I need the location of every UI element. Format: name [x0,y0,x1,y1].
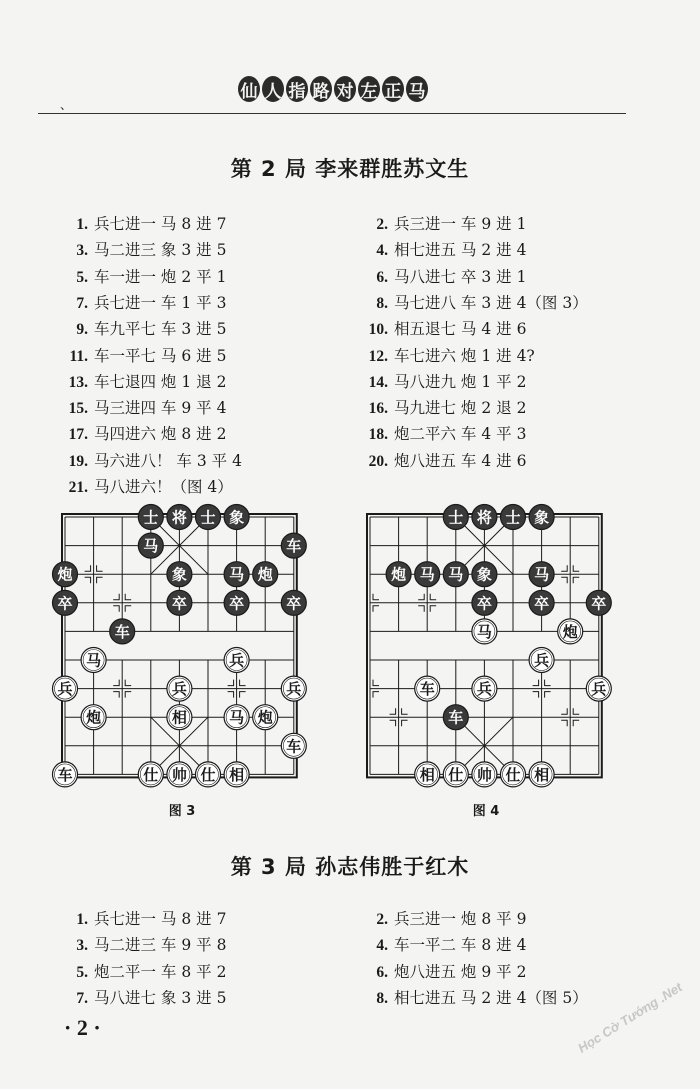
move-number: 7. [76,989,88,1007]
black-piece [586,590,611,615]
board-diagram-4 [353,500,615,792]
piece-label: 相 [419,765,435,784]
piece-label: 兵 [534,651,550,670]
move-number: 5. [76,963,88,981]
move-entry [62,291,226,313]
header-char: 马 [406,76,428,102]
black-piece [472,562,497,587]
move-number: 7. [76,294,88,312]
black-piece [196,505,221,530]
piece-label: 马 [448,565,464,584]
game-title-2: 第 2 局 李来群胜苏文生 [230,157,470,181]
black-piece [224,505,249,530]
move-entry [362,933,526,955]
watermark: Học Cờ Tướng .Net [575,979,685,1056]
black-piece [529,562,554,587]
piece-label: 车 [448,708,464,727]
black-piece [281,533,306,558]
move-entry [62,238,226,260]
red-piece [53,676,78,701]
move-number: 20. [368,452,388,470]
black-piece [224,562,249,587]
move-number: 3. [76,242,88,260]
move-number: 8. [376,294,388,312]
black-piece [167,590,192,615]
red-piece [443,762,468,787]
red-piece [81,648,106,673]
move-number: 6. [376,963,388,981]
move-number: 12. [368,347,388,365]
black-piece [472,590,497,615]
red-piece [224,762,249,787]
move-text: 兵三进一 车 9 进 1 [394,215,527,233]
move-number: 14. [368,373,388,391]
piece-label: 兵 [286,680,302,699]
piece-label: 卒 [476,594,492,613]
piece-label: 卒 [286,594,302,613]
move-number: 2. [376,911,388,928]
black-piece [138,505,163,530]
move-entry [62,344,226,366]
move-entry [362,986,588,1008]
move-entry [62,986,226,1008]
move-text: 相五退七 马 4 进 6 [394,320,527,339]
header-char: 左 [358,76,380,102]
move-number: 11. [69,347,88,365]
red-piece [281,733,306,758]
red-piece [281,676,306,701]
piece-label: 马 [419,565,435,584]
move-number: 9. [76,321,88,339]
piece-label: 炮 [86,708,102,727]
move-entry [62,475,233,497]
piece-label: 马 [476,622,492,641]
black-piece [167,505,192,530]
move-number: 19. [68,452,88,470]
move-number: 18. [368,426,388,444]
piece-label: 炮 [391,565,407,584]
move-text: 马三进四 车 9 平 4 [94,399,227,418]
move-text: 马八进九 炮 1 平 2 [394,372,527,391]
black-piece [110,619,135,644]
black-piece [443,505,468,530]
piece-label: 士 [200,508,216,527]
move-text: 马二进三 车 9 平 8 [94,936,227,955]
move-entry [362,907,526,929]
move-entry [62,422,226,444]
caption-figure-4: 图 4 [472,804,500,819]
move-text: 车九平七 车 3 进 5 [94,320,227,339]
move-number: 4. [376,937,388,955]
red-piece [501,762,526,787]
piece-label: 炮 [257,565,273,584]
black-piece [138,533,163,558]
piece-label: 象 [229,508,245,527]
piece-label: 帅 [171,765,187,784]
red-piece [167,676,192,701]
piece-label: 卒 [591,594,607,613]
piece-label: 象 [476,565,492,584]
move-entry [62,317,226,339]
move-entry [362,212,526,234]
black-piece [224,590,249,615]
piece-label: 车 [286,537,302,556]
piece-label: 马 [86,651,102,670]
red-piece [529,762,554,787]
piece-label: 马 [229,565,245,584]
move-text: 炮二平一 车 8 平 2 [94,962,227,981]
move-number: 5. [76,268,88,286]
red-piece [529,648,554,673]
move-text: 兵七进一 车 1 平 3 [94,293,227,312]
move-entry [362,317,526,339]
piece-label: 车 [114,622,130,641]
move-entry [62,933,226,955]
header-char: 仙 [238,76,260,102]
black-piece [443,562,468,587]
caption-figure-3: 图 3 [168,804,196,819]
move-text: 马二进三 象 3 进 5 [94,241,227,260]
red-piece [53,762,78,787]
black-piece [501,505,526,530]
piece-label: 卒 [534,594,550,613]
move-number: 16. [368,400,388,418]
move-text: 兵三进一 炮 8 平 9 [394,910,527,928]
red-piece [415,676,440,701]
black-piece [53,590,78,615]
red-piece [558,619,583,644]
move-text: 车七退四 炮 1 退 2 [94,372,227,391]
black-piece [167,562,192,587]
move-number: 21. [68,479,88,496]
move-text: 马八进七 卒 3 进 1 [394,267,527,286]
red-piece [224,648,249,673]
page-number: · 2 · [64,1015,101,1040]
piece-label: 相 [229,765,245,784]
move-number: 8. [376,989,388,1007]
move-number: 10. [368,321,388,339]
move-entry [62,265,226,287]
game-title-3: 第 3 局 孙志伟胜于红木 [230,855,470,879]
header-char: 对 [334,76,356,102]
piece-label: 兵 [229,651,245,670]
move-text: 车七进六 炮 1 进 4? [394,346,535,365]
piece-label: 象 [534,508,550,527]
piece-label: 车 [286,737,302,756]
move-number: 3. [76,937,88,955]
piece-label: 帅 [476,765,492,784]
black-piece [415,562,440,587]
move-entry [62,370,226,392]
piece-label: 兵 [591,680,607,699]
header-char: 正 [382,76,404,102]
move-entry [362,449,526,471]
move-number: 2. [376,216,388,233]
piece-label: 炮 [257,708,273,727]
move-text: 相七进五 马 2 进 4 [394,241,527,260]
red-piece [586,676,611,701]
piece-label: 车 [419,680,435,699]
move-entry [362,422,526,444]
piece-label: 兵 [57,680,73,699]
move-text: 马四进六 炮 8 进 2 [94,425,227,444]
move-text: 马九进七 炮 2 退 2 [394,399,527,418]
piece-label: 仕 [448,765,464,784]
piece-label: 士 [448,508,464,527]
move-number: 13. [68,373,88,391]
board-diagram-3 [48,500,310,792]
move-text: 炮八进五 车 4 进 6 [394,451,527,470]
piece-label: 将 [171,508,187,527]
move-number: 1. [76,911,88,928]
move-entry [362,238,526,260]
piece-label: 相 [171,708,187,727]
black-piece [472,505,497,530]
move-entry [362,291,588,313]
piece-label: 相 [534,765,550,784]
move-number: 6. [376,268,388,286]
move-text: 相七进五 马 2 进 4（图 5） [394,988,588,1007]
red-piece [167,762,192,787]
black-piece [529,505,554,530]
move-text: 车一平七 马 6 进 5 [94,346,227,365]
black-piece [281,590,306,615]
running-header [238,76,428,106]
piece-label: 将 [476,508,492,527]
move-entry [362,370,526,392]
move-number: 4. [376,242,388,260]
piece-label: 卒 [57,594,73,613]
move-text: 兵七进一 马 8 进 7 [94,215,227,233]
move-number: 15. [68,400,88,418]
move-text: 马六进八！ 车 3 平 4 [94,451,242,470]
piece-label: 马 [143,537,159,556]
black-piece [253,562,278,587]
red-piece [253,705,278,730]
red-piece [81,705,106,730]
move-text: 车一平二 车 8 进 4 [394,936,527,955]
piece-label: 仕 [505,765,521,784]
red-piece [472,762,497,787]
move-list-game-3 [62,907,642,1007]
header-char: 路 [310,76,332,102]
red-piece [415,762,440,787]
move-text: 马八进六！（图 4） [94,478,233,496]
piece-label: 兵 [171,680,187,699]
piece-label: 士 [143,508,159,527]
piece-label: 马 [229,708,245,727]
move-entry [362,265,526,287]
piece-label: 马 [534,565,550,584]
move-entry [62,960,226,982]
move-entry [362,396,526,418]
red-piece [472,676,497,701]
move-number: 1. [76,216,88,233]
red-piece [138,762,163,787]
header-rule [38,113,626,114]
move-entry [362,344,535,366]
piece-label: 仕 [200,765,216,784]
move-text: 车一进一 炮 2 平 1 [94,267,227,286]
piece-label: 象 [171,565,187,584]
piece-label: 炮 [57,565,73,584]
move-entry [62,449,242,471]
red-piece [472,619,497,644]
move-number: 17. [68,426,88,444]
move-entry [362,960,526,982]
piece-label: 卒 [171,594,187,613]
piece-label: 车 [57,765,73,784]
move-text: 马八进七 象 3 进 5 [94,988,227,1007]
red-piece [167,705,192,730]
black-piece [386,562,411,587]
piece-label: 仕 [143,765,159,784]
red-piece [196,762,221,787]
move-text: 炮八进五 炮 9 平 2 [394,962,527,981]
move-entry [62,396,226,418]
move-text: 马七进八 车 3 进 4（图 3） [394,293,588,312]
header-tick-mark: 、 [60,98,73,112]
move-entry [62,907,226,929]
move-text: 炮二平六 车 4 平 3 [394,425,527,444]
piece-label: 兵 [476,680,492,699]
move-entry [62,212,226,234]
black-piece [529,590,554,615]
header-char: 指 [286,76,308,102]
move-text: 兵七进一 马 8 进 7 [94,910,227,928]
red-piece [224,705,249,730]
piece-label: 士 [505,508,521,527]
piece-label: 卒 [229,594,245,613]
header-char: 人 [262,76,284,102]
move-list-game-2 [62,212,642,496]
black-piece [53,562,78,587]
piece-label: 炮 [562,622,578,641]
black-piece [443,705,468,730]
